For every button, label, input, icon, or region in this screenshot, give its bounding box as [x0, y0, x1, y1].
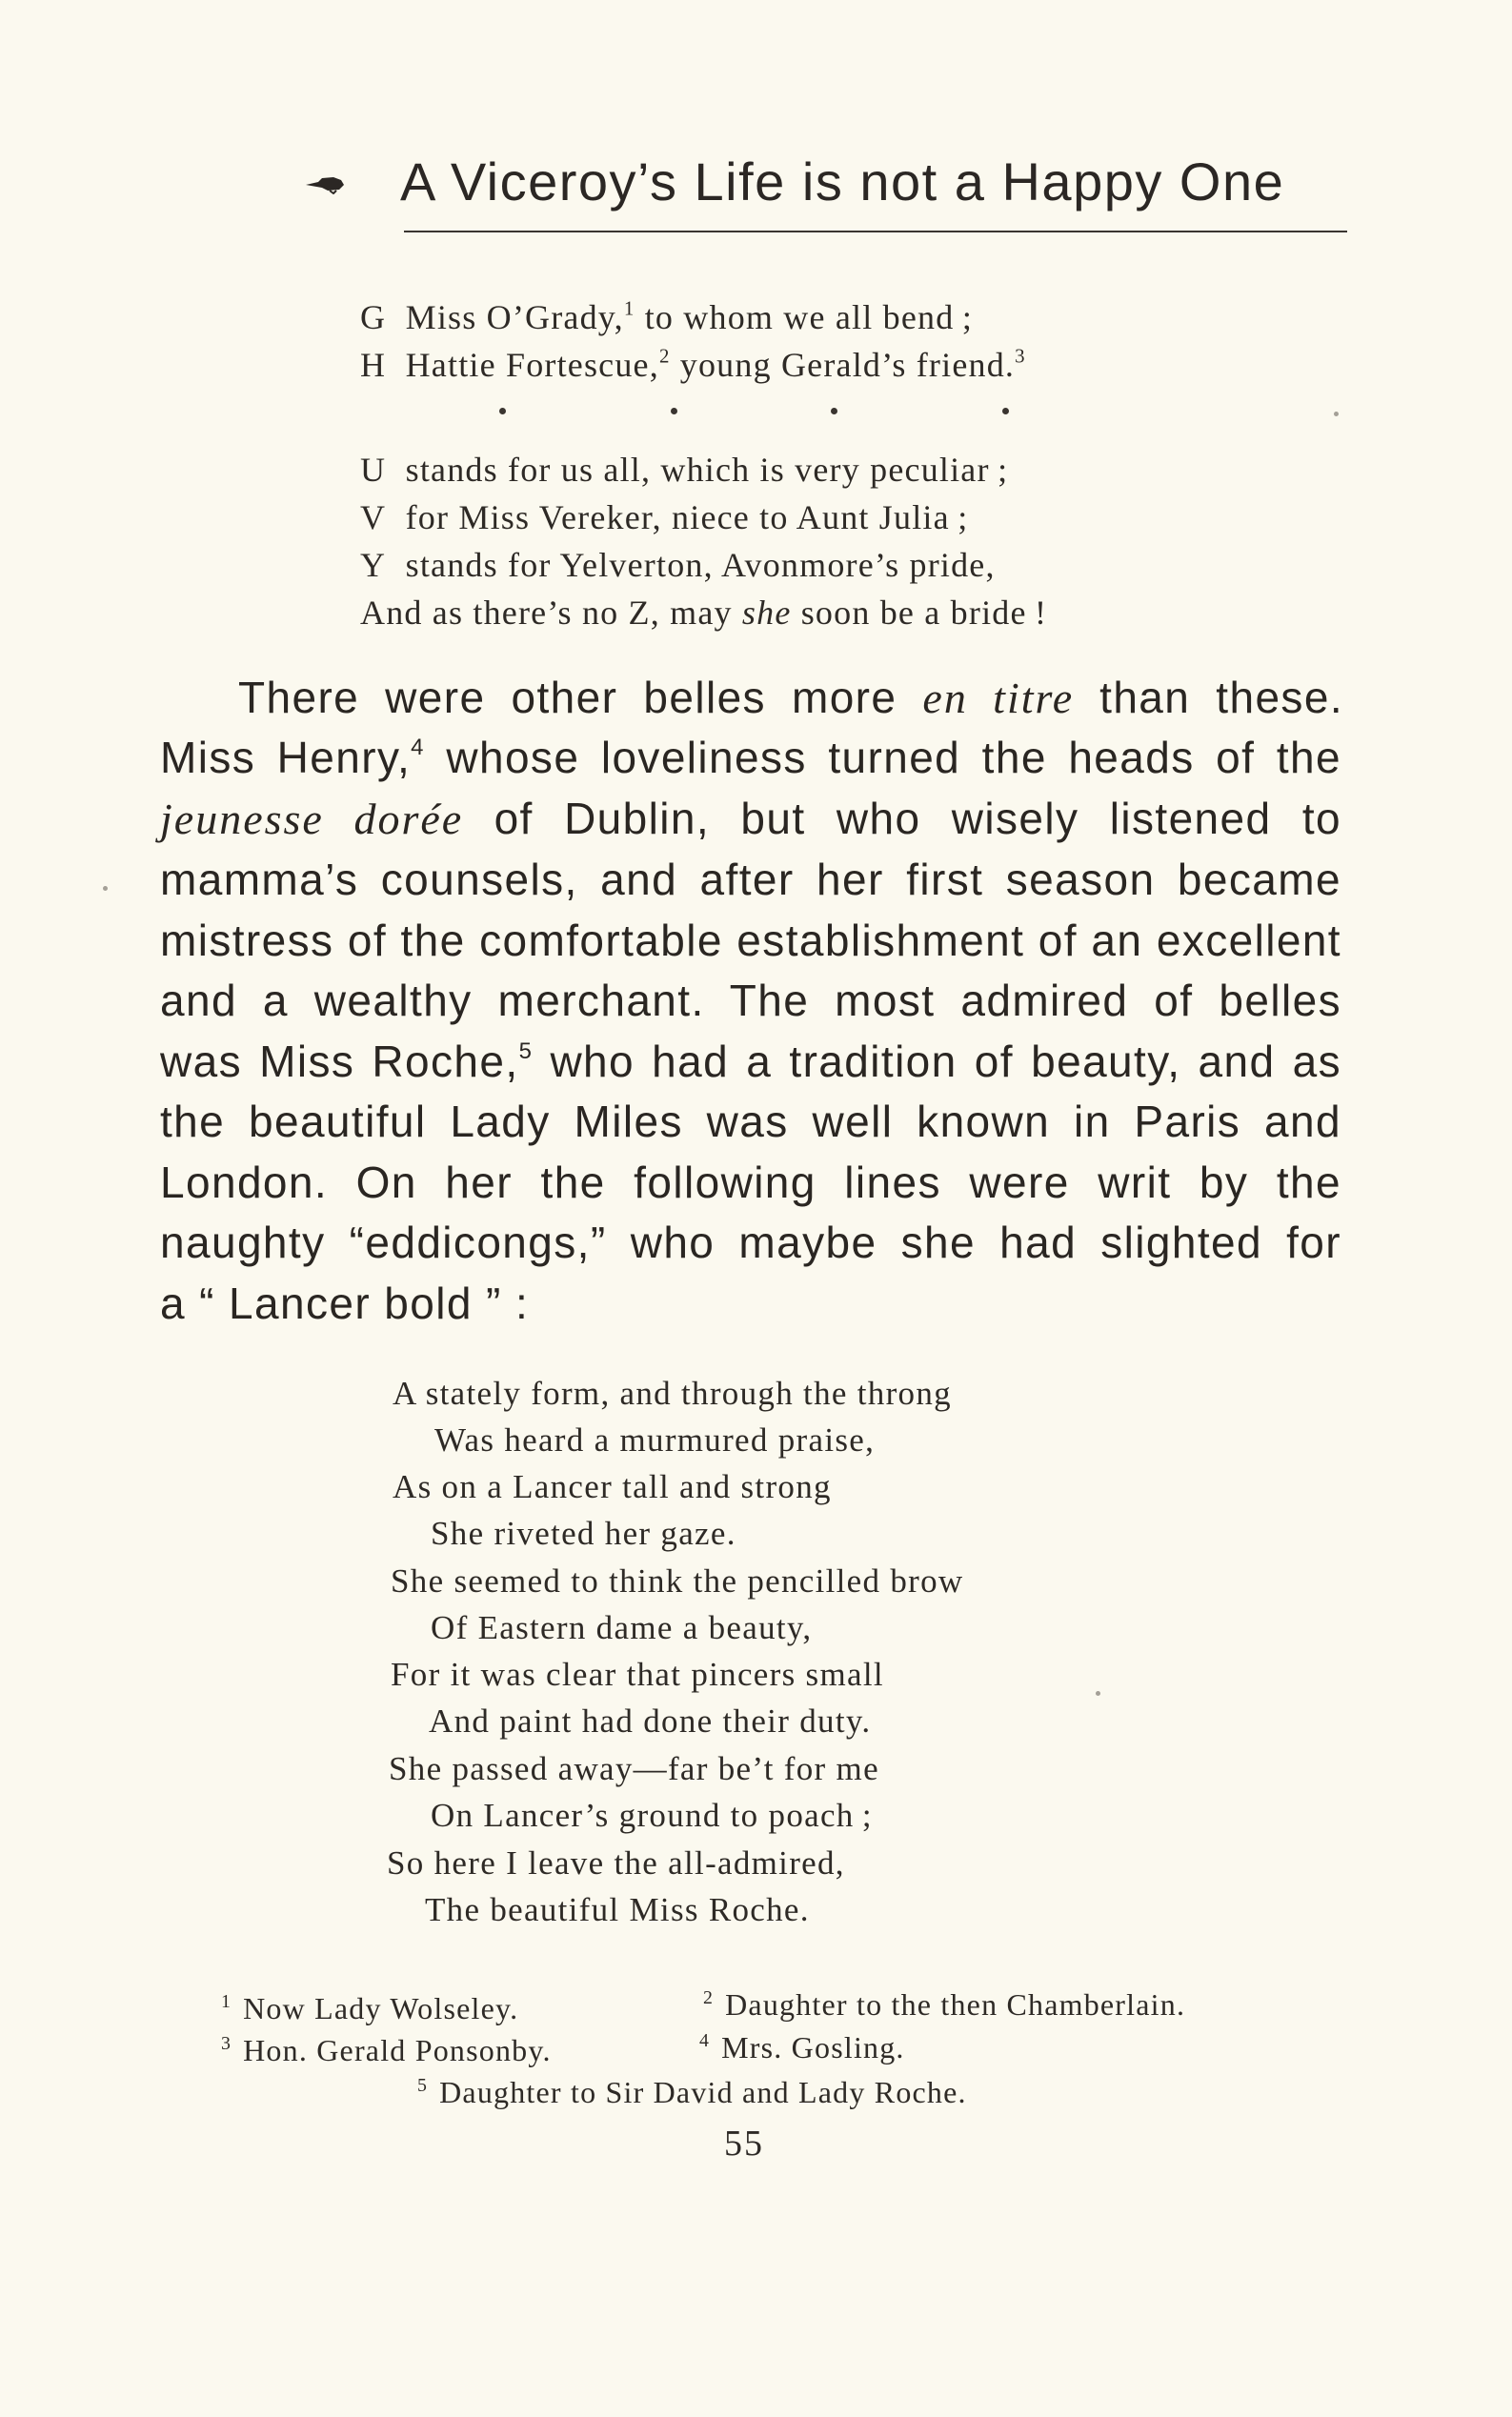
verse-line: V for Miss Vereker, niece to Aunt Julia ;	[360, 498, 969, 536]
verse-line: And as there’s no Z, may she soon be a bride !	[360, 594, 1048, 632]
poem-line: For it was clear that pincers small	[391, 1656, 884, 1693]
poem-line: And paint had done their duty.	[429, 1702, 872, 1740]
prose-line: was Miss Roche,$^5$ who had a tradition of beauty, and as	[160, 1037, 1342, 1086]
poem-line: Was heard a murmured praise,	[434, 1421, 876, 1459]
running-header	[305, 143, 1348, 233]
poem-line: As on a Lancer tall and strong	[393, 1468, 832, 1505]
poem-line: She seemed to think the pencilled brow	[391, 1562, 964, 1600]
paper-speck	[1334, 412, 1339, 416]
header-rule	[404, 231, 1347, 232]
prose-line: naughty “eddicongs,” who maybe she had slighted for	[160, 1218, 1341, 1267]
footnote: $^2$ Daughter to the then Chamberlain.	[703, 1987, 1186, 2022]
paper-speck	[103, 886, 108, 891]
poem-line: Of Eastern dame a beauty,	[431, 1609, 813, 1646]
prose-line: a “ Lancer bold ” :	[160, 1279, 530, 1328]
prose-line: and a wealthy merchant. The most admired of belles	[160, 976, 1341, 1025]
prose-line: mamma’s counsels, and after her first season became	[160, 855, 1341, 904]
prose-line: There were other belles more en titre than these.	[238, 673, 1344, 722]
ellipsis-dots	[499, 408, 1014, 417]
poem-line: She passed away—far be’t for me	[389, 1750, 879, 1787]
footnote: $^3$ Hon. Gerald Ponsonby.	[221, 2033, 552, 2067]
poem-line: She riveted her gaze.	[431, 1515, 736, 1552]
footnote: $^1$ Now Lady Wolseley.	[221, 1991, 519, 2025]
poem-line: So here I leave the all-admired,	[387, 1844, 845, 1882]
verse-line: H Hattie Fortescue,$^2$ young Gerald’s friend.$^3$	[360, 344, 1026, 384]
header-title: A Viceroy’s Life is not a Happy One	[400, 151, 1285, 211]
poem-line: On Lancer’s ground to poach ;	[431, 1797, 873, 1834]
paper-speck	[1096, 1691, 1100, 1696]
pointing-hand-icon	[305, 173, 345, 194]
verse-line: G Miss O’Grady,$^1$ to whom we all bend ;	[360, 296, 974, 336]
prose-line: mistress of the comfortable establishment of an excellent	[160, 916, 1341, 965]
prose-line: jeunesse dorée of Dublin, but who wisely listened to	[160, 794, 1342, 843]
verse-line: Y stands for Yelverton, Avonmore’s pride,	[360, 546, 996, 584]
footnote: $^4$ Mrs. Gosling.	[699, 2030, 905, 2065]
page-number: 55	[724, 2124, 764, 2164]
prose-line: Miss Henry,$^4$ whose loveliness turned the heads of the	[160, 733, 1341, 782]
footnote: $^5$ Daughter to Sir David and Lady Roche.	[417, 2075, 967, 2109]
poem-line: The beautiful Miss Roche.	[425, 1891, 810, 1928]
prose-line: the beautiful Lady Miles was well known in Paris and	[160, 1097, 1341, 1146]
prose-line: London. On her the following lines were writ by the	[160, 1158, 1341, 1207]
verse-line: U stands for us all, which is very peculiar ;	[360, 451, 1009, 489]
poem-line: A stately form, and through the throng	[393, 1375, 952, 1412]
